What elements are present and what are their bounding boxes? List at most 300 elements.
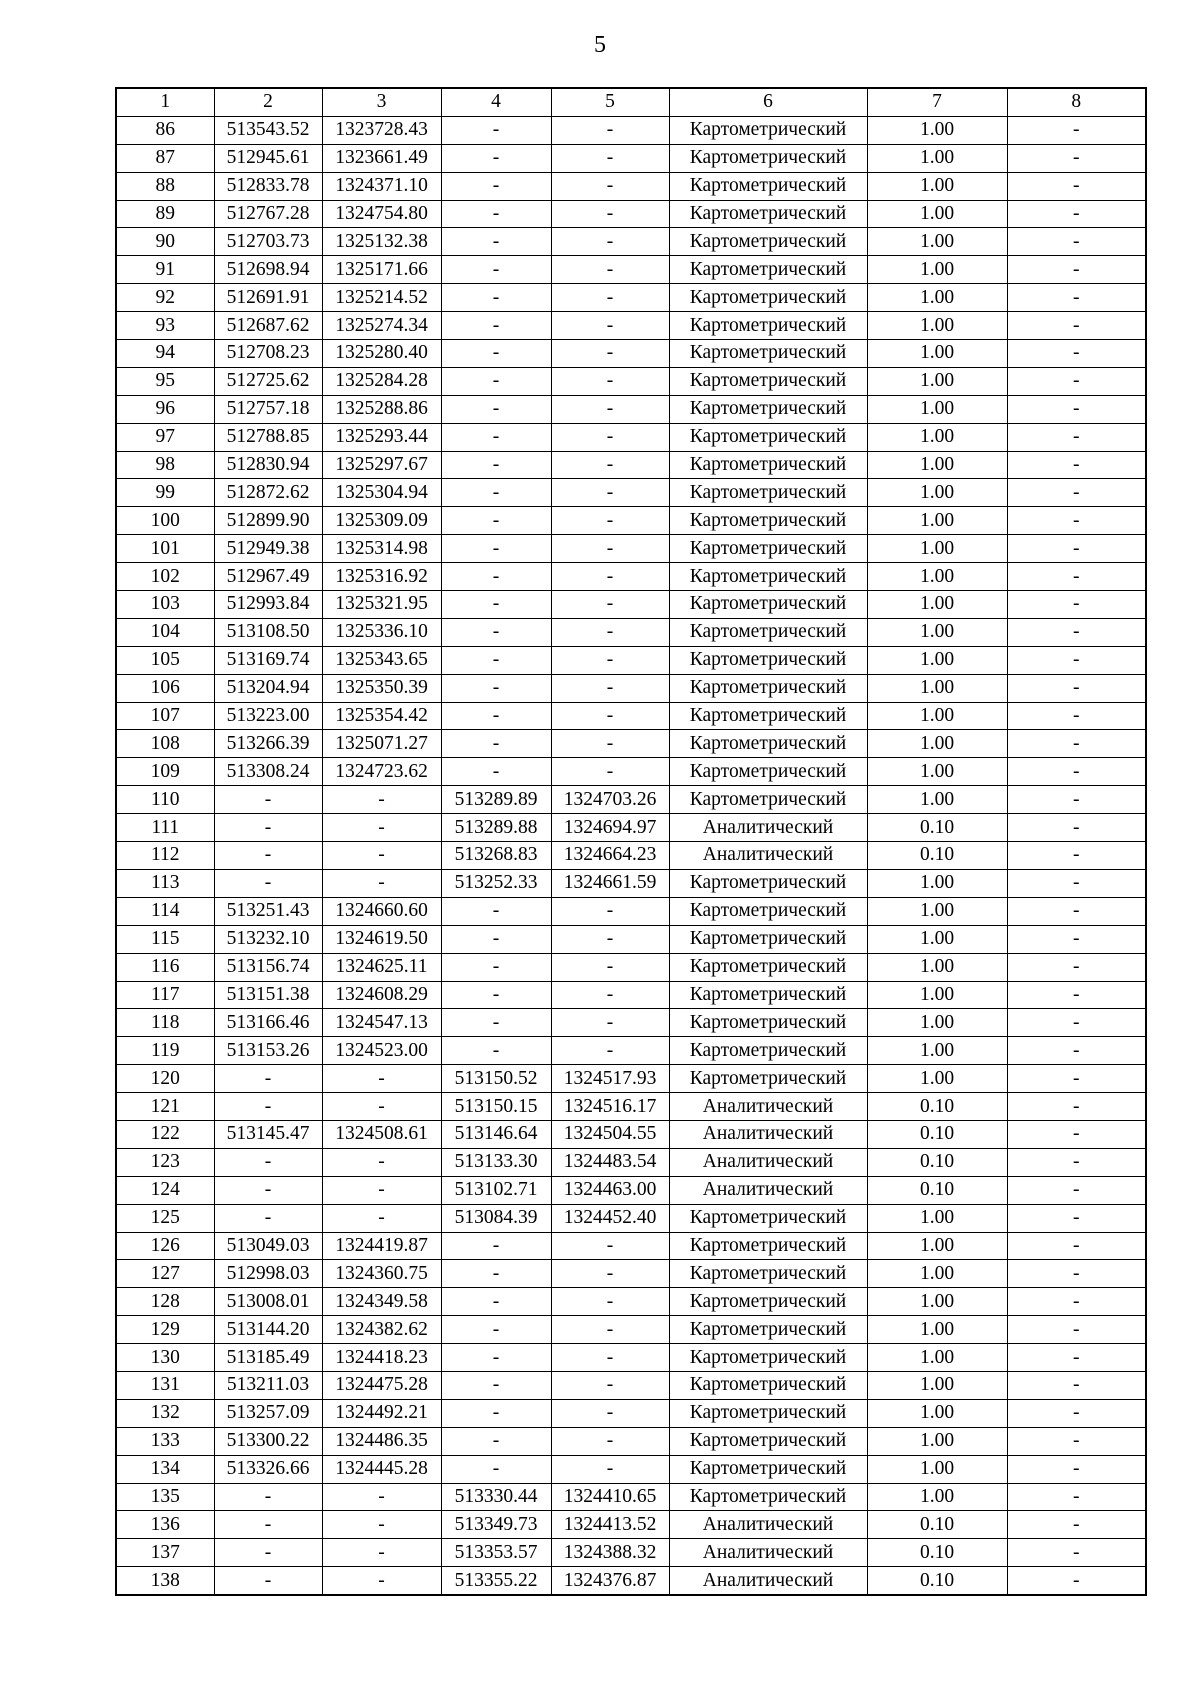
- cell-x-coordinate-new: -: [441, 284, 551, 312]
- cell-y-coordinate-new: -: [551, 925, 669, 953]
- cell-x-coordinate-new: -: [441, 1232, 551, 1260]
- table-row: [116, 395, 1146, 423]
- table-row: [116, 256, 1146, 284]
- cell-point-number: 96: [116, 395, 214, 423]
- cell-y-coordinate: -: [322, 814, 441, 842]
- table-row: [116, 144, 1146, 172]
- cell-y-coordinate-new: -: [551, 423, 669, 451]
- cell-notes: -: [1007, 1260, 1146, 1288]
- cell-accuracy: 1.00: [867, 172, 1007, 200]
- cell-point-number: 137: [116, 1539, 214, 1567]
- cell-method: Картометрический: [669, 423, 867, 451]
- table-row: [116, 340, 1146, 368]
- cell-method: Картометрический: [669, 200, 867, 228]
- cell-x-coordinate-new: 513330.44: [441, 1483, 551, 1511]
- cell-point-number: 132: [116, 1399, 214, 1427]
- cell-accuracy: 1.00: [867, 925, 1007, 953]
- cell-accuracy: 0.10: [867, 1567, 1007, 1595]
- cell-x-coordinate-new: -: [441, 423, 551, 451]
- cell-point-number: 104: [116, 618, 214, 646]
- cell-notes: -: [1007, 423, 1146, 451]
- cell-y-coordinate: 1325071.27: [322, 730, 441, 758]
- page-number: 5: [594, 32, 606, 58]
- cell-accuracy: 1.00: [867, 591, 1007, 619]
- cell-notes: -: [1007, 1483, 1146, 1511]
- cell-notes: -: [1007, 1344, 1146, 1372]
- cell-notes: -: [1007, 953, 1146, 981]
- column-header: 3: [322, 88, 441, 116]
- cell-y-coordinate-new: -: [551, 1455, 669, 1483]
- cell-method: Картометрический: [669, 981, 867, 1009]
- cell-notes: -: [1007, 1539, 1146, 1567]
- cell-accuracy: 1.00: [867, 535, 1007, 563]
- cell-x-coordinate: 512945.61: [214, 144, 322, 172]
- cell-x-coordinate: 513204.94: [214, 674, 322, 702]
- cell-method: Картометрический: [669, 116, 867, 144]
- cell-notes: -: [1007, 1427, 1146, 1455]
- cell-method: Картометрический: [669, 925, 867, 953]
- cell-x-coordinate: 512872.62: [214, 479, 322, 507]
- cell-y-coordinate: 1323728.43: [322, 116, 441, 144]
- cell-method: Картометрический: [669, 1371, 867, 1399]
- cell-y-coordinate-new: -: [551, 172, 669, 200]
- cell-x-coordinate-new: -: [441, 897, 551, 925]
- cell-y-coordinate-new: -: [551, 618, 669, 646]
- cell-method: Картометрический: [669, 1204, 867, 1232]
- cell-method: Картометрический: [669, 1232, 867, 1260]
- cell-point-number: 115: [116, 925, 214, 953]
- cell-point-number: 108: [116, 730, 214, 758]
- cell-method: Картометрический: [669, 786, 867, 814]
- cell-notes: -: [1007, 842, 1146, 870]
- cell-x-coordinate: -: [214, 1065, 322, 1093]
- table-row: [116, 953, 1146, 981]
- table-row: [116, 730, 1146, 758]
- cell-x-coordinate-new: -: [441, 507, 551, 535]
- cell-notes: -: [1007, 144, 1146, 172]
- cell-notes: -: [1007, 869, 1146, 897]
- cell-x-coordinate: 513223.00: [214, 702, 322, 730]
- cell-y-coordinate-new: -: [551, 646, 669, 674]
- cell-point-number: 106: [116, 674, 214, 702]
- cell-y-coordinate: 1325132.38: [322, 228, 441, 256]
- cell-x-coordinate-new: -: [441, 981, 551, 1009]
- cell-accuracy: 1.00: [867, 1455, 1007, 1483]
- cell-y-coordinate: 1325171.66: [322, 256, 441, 284]
- cell-y-coordinate-new: -: [551, 1288, 669, 1316]
- cell-x-coordinate: 512830.94: [214, 451, 322, 479]
- cell-x-coordinate: 513185.49: [214, 1344, 322, 1372]
- cell-point-number: 113: [116, 869, 214, 897]
- cell-y-coordinate: -: [322, 1539, 441, 1567]
- cell-notes: -: [1007, 1065, 1146, 1093]
- cell-y-coordinate-new: 1324376.87: [551, 1567, 669, 1595]
- cell-y-coordinate: 1324547.13: [322, 1009, 441, 1037]
- cell-x-coordinate-new: -: [441, 1037, 551, 1065]
- cell-point-number: 138: [116, 1567, 214, 1595]
- cell-method: Картометрический: [669, 395, 867, 423]
- cell-y-coordinate-new: -: [551, 591, 669, 619]
- table-row: [116, 1204, 1146, 1232]
- table-row: [116, 228, 1146, 256]
- table-row: [116, 814, 1146, 842]
- cell-x-coordinate: 512998.03: [214, 1260, 322, 1288]
- cell-method: Картометрический: [669, 479, 867, 507]
- cell-y-coordinate-new: -: [551, 312, 669, 340]
- cell-y-coordinate: 1324445.28: [322, 1455, 441, 1483]
- table-row: [116, 618, 1146, 646]
- cell-x-coordinate-new: -: [441, 395, 551, 423]
- cell-accuracy: 1.00: [867, 1288, 1007, 1316]
- cell-point-number: 98: [116, 451, 214, 479]
- cell-x-coordinate: 513151.38: [214, 981, 322, 1009]
- cell-accuracy: 1.00: [867, 1037, 1007, 1065]
- coordinates-table: [115, 87, 1147, 1596]
- cell-y-coordinate-new: -: [551, 1037, 669, 1065]
- cell-x-coordinate: 512767.28: [214, 200, 322, 228]
- cell-method: Картометрический: [669, 507, 867, 535]
- cell-y-coordinate-new: 1324516.17: [551, 1093, 669, 1121]
- cell-x-coordinate: 512993.84: [214, 591, 322, 619]
- cell-y-coordinate: 1325280.40: [322, 340, 441, 368]
- cell-method: Аналитический: [669, 1511, 867, 1539]
- cell-method: Картометрический: [669, 284, 867, 312]
- cell-notes: -: [1007, 228, 1146, 256]
- cell-y-coordinate-new: 1324413.52: [551, 1511, 669, 1539]
- cell-x-coordinate: 513232.10: [214, 925, 322, 953]
- table-row: [116, 1567, 1146, 1595]
- cell-notes: -: [1007, 312, 1146, 340]
- cell-x-coordinate: 513266.39: [214, 730, 322, 758]
- cell-method: Картометрический: [669, 367, 867, 395]
- cell-method: Картометрический: [669, 730, 867, 758]
- column-header: 4: [441, 88, 551, 116]
- cell-y-coordinate-new: 1324694.97: [551, 814, 669, 842]
- cell-method: Картометрический: [669, 1483, 867, 1511]
- table-row: [116, 1316, 1146, 1344]
- cell-x-coordinate-new: -: [441, 674, 551, 702]
- cell-accuracy: 1.00: [867, 618, 1007, 646]
- table-row: [116, 1399, 1146, 1427]
- cell-x-coordinate: 513144.20: [214, 1316, 322, 1344]
- cell-accuracy: 1.00: [867, 1399, 1007, 1427]
- cell-y-coordinate: 1325284.28: [322, 367, 441, 395]
- cell-y-coordinate-new: 1324410.65: [551, 1483, 669, 1511]
- cell-point-number: 130: [116, 1344, 214, 1372]
- table-row: [116, 1483, 1146, 1511]
- cell-accuracy: 1.00: [867, 451, 1007, 479]
- cell-y-coordinate-new: -: [551, 1427, 669, 1455]
- cell-x-coordinate-new: -: [441, 1371, 551, 1399]
- cell-accuracy: 1.00: [867, 674, 1007, 702]
- cell-notes: -: [1007, 1009, 1146, 1037]
- table-row: [116, 423, 1146, 451]
- cell-y-coordinate: -: [322, 1483, 441, 1511]
- column-header: 8: [1007, 88, 1146, 116]
- cell-x-coordinate-new: -: [441, 591, 551, 619]
- cell-point-number: 105: [116, 646, 214, 674]
- cell-method: Картометрический: [669, 535, 867, 563]
- cell-notes: -: [1007, 284, 1146, 312]
- table-row: [116, 842, 1146, 870]
- cell-point-number: 107: [116, 702, 214, 730]
- cell-x-coordinate-new: -: [441, 172, 551, 200]
- cell-x-coordinate-new: -: [441, 312, 551, 340]
- cell-x-coordinate: 513257.09: [214, 1399, 322, 1427]
- cell-method: Аналитический: [669, 1120, 867, 1148]
- cell-method: Картометрический: [669, 1455, 867, 1483]
- cell-x-coordinate: 513008.01: [214, 1288, 322, 1316]
- table-row: [116, 786, 1146, 814]
- cell-notes: -: [1007, 674, 1146, 702]
- cell-x-coordinate-new: -: [441, 367, 551, 395]
- cell-y-coordinate-new: 1324483.54: [551, 1148, 669, 1176]
- cell-x-coordinate: -: [214, 1539, 322, 1567]
- cell-x-coordinate: -: [214, 1204, 322, 1232]
- cell-point-number: 128: [116, 1288, 214, 1316]
- cell-x-coordinate-new: -: [441, 1316, 551, 1344]
- cell-accuracy: 0.10: [867, 1148, 1007, 1176]
- cell-y-coordinate: 1323661.49: [322, 144, 441, 172]
- cell-notes: -: [1007, 1232, 1146, 1260]
- table-row: [116, 981, 1146, 1009]
- column-header: 5: [551, 88, 669, 116]
- cell-x-coordinate: 512687.62: [214, 312, 322, 340]
- cell-method: Картометрический: [669, 1065, 867, 1093]
- table-header-row: [116, 88, 1146, 116]
- cell-method: Картометрический: [669, 1260, 867, 1288]
- cell-x-coordinate-new: -: [441, 1260, 551, 1288]
- cell-y-coordinate: 1324492.21: [322, 1399, 441, 1427]
- cell-y-coordinate: -: [322, 786, 441, 814]
- cell-point-number: 121: [116, 1093, 214, 1121]
- table-row: [116, 1093, 1146, 1121]
- cell-accuracy: 1.00: [867, 1204, 1007, 1232]
- cell-y-coordinate: 1324349.58: [322, 1288, 441, 1316]
- cell-point-number: 93: [116, 312, 214, 340]
- cell-accuracy: 0.10: [867, 1511, 1007, 1539]
- cell-accuracy: 1.00: [867, 1260, 1007, 1288]
- cell-y-coordinate: 1324619.50: [322, 925, 441, 953]
- table-row: [116, 1511, 1146, 1539]
- cell-point-number: 109: [116, 758, 214, 786]
- cell-y-coordinate-new: -: [551, 116, 669, 144]
- cell-accuracy: 1.00: [867, 144, 1007, 172]
- cell-y-coordinate-new: -: [551, 1009, 669, 1037]
- cell-method: Картометрический: [669, 646, 867, 674]
- cell-x-coordinate: 512788.85: [214, 423, 322, 451]
- cell-method: Картометрический: [669, 228, 867, 256]
- cell-notes: -: [1007, 758, 1146, 786]
- cell-notes: -: [1007, 925, 1146, 953]
- cell-y-coordinate-new: 1324388.32: [551, 1539, 669, 1567]
- cell-y-coordinate: -: [322, 1148, 441, 1176]
- cell-point-number: 95: [116, 367, 214, 395]
- table-row: [116, 925, 1146, 953]
- cell-notes: -: [1007, 395, 1146, 423]
- cell-notes: -: [1007, 1037, 1146, 1065]
- cell-point-number: 136: [116, 1511, 214, 1539]
- cell-method: Картометрический: [669, 312, 867, 340]
- table-body: [116, 116, 1146, 1595]
- cell-y-coordinate-new: 1324517.93: [551, 1065, 669, 1093]
- cell-y-coordinate: 1325309.09: [322, 507, 441, 535]
- cell-point-number: 134: [116, 1455, 214, 1483]
- cell-method: Картометрический: [669, 618, 867, 646]
- cell-x-coordinate-new: -: [441, 758, 551, 786]
- cell-method: Аналитический: [669, 814, 867, 842]
- cell-y-coordinate: 1325297.67: [322, 451, 441, 479]
- cell-accuracy: 1.00: [867, 423, 1007, 451]
- cell-method: Картометрический: [669, 144, 867, 172]
- cell-notes: -: [1007, 897, 1146, 925]
- cell-y-coordinate-new: -: [551, 1399, 669, 1427]
- cell-y-coordinate: 1324486.35: [322, 1427, 441, 1455]
- cell-notes: -: [1007, 786, 1146, 814]
- cell-method: Аналитический: [669, 1093, 867, 1121]
- cell-notes: -: [1007, 1371, 1146, 1399]
- cell-y-coordinate: 1325274.34: [322, 312, 441, 340]
- cell-y-coordinate: 1325321.95: [322, 591, 441, 619]
- cell-accuracy: 1.00: [867, 758, 1007, 786]
- cell-accuracy: 0.10: [867, 1176, 1007, 1204]
- cell-point-number: 114: [116, 897, 214, 925]
- cell-x-coordinate: 512703.73: [214, 228, 322, 256]
- cell-method: Картометрический: [669, 256, 867, 284]
- cell-y-coordinate-new: -: [551, 395, 669, 423]
- cell-x-coordinate: 513049.03: [214, 1232, 322, 1260]
- cell-point-number: 88: [116, 172, 214, 200]
- cell-method: Картометрический: [669, 758, 867, 786]
- cell-method: Картометрический: [669, 869, 867, 897]
- cell-y-coordinate-new: 1324661.59: [551, 869, 669, 897]
- cell-method: Аналитический: [669, 842, 867, 870]
- table-row: [116, 1260, 1146, 1288]
- cell-notes: -: [1007, 340, 1146, 368]
- table-row: [116, 507, 1146, 535]
- cell-notes: -: [1007, 1288, 1146, 1316]
- cell-x-coordinate-new: -: [441, 200, 551, 228]
- cell-y-coordinate: -: [322, 1065, 441, 1093]
- cell-x-coordinate-new: -: [441, 1344, 551, 1372]
- cell-y-coordinate-new: -: [551, 340, 669, 368]
- cell-method: Аналитический: [669, 1539, 867, 1567]
- cell-method: Картометрический: [669, 1399, 867, 1427]
- table-row: [116, 479, 1146, 507]
- table-row: [116, 1009, 1146, 1037]
- cell-notes: -: [1007, 563, 1146, 591]
- cell-method: Аналитический: [669, 1567, 867, 1595]
- cell-point-number: 123: [116, 1148, 214, 1176]
- cell-accuracy: 1.00: [867, 646, 1007, 674]
- cell-point-number: 101: [116, 535, 214, 563]
- cell-accuracy: 1.00: [867, 116, 1007, 144]
- table-row: [116, 200, 1146, 228]
- cell-x-coordinate: 513300.22: [214, 1427, 322, 1455]
- cell-y-coordinate: 1325288.86: [322, 395, 441, 423]
- cell-accuracy: 1.00: [867, 786, 1007, 814]
- cell-point-number: 131: [116, 1371, 214, 1399]
- cell-y-coordinate-new: -: [551, 200, 669, 228]
- cell-y-coordinate-new: -: [551, 981, 669, 1009]
- cell-x-coordinate-new: 513133.30: [441, 1148, 551, 1176]
- cell-notes: -: [1007, 702, 1146, 730]
- column-header: 2: [214, 88, 322, 116]
- cell-notes: -: [1007, 814, 1146, 842]
- cell-notes: -: [1007, 646, 1146, 674]
- cell-y-coordinate: 1324508.61: [322, 1120, 441, 1148]
- cell-y-coordinate-new: -: [551, 479, 669, 507]
- cell-accuracy: 1.00: [867, 563, 1007, 591]
- cell-y-coordinate: 1324608.29: [322, 981, 441, 1009]
- table-row: [116, 869, 1146, 897]
- cell-point-number: 125: [116, 1204, 214, 1232]
- cell-accuracy: 0.10: [867, 1093, 1007, 1121]
- cell-x-coordinate-new: -: [441, 535, 551, 563]
- cell-notes: -: [1007, 116, 1146, 144]
- column-header: 6: [669, 88, 867, 116]
- cell-y-coordinate: 1325354.42: [322, 702, 441, 730]
- cell-point-number: 120: [116, 1065, 214, 1093]
- cell-y-coordinate-new: -: [551, 758, 669, 786]
- cell-point-number: 87: [116, 144, 214, 172]
- table-row: [116, 1037, 1146, 1065]
- cell-point-number: 100: [116, 507, 214, 535]
- cell-notes: -: [1007, 1120, 1146, 1148]
- cell-x-coordinate-new: 513084.39: [441, 1204, 551, 1232]
- table-row: [116, 116, 1146, 144]
- cell-x-coordinate-new: -: [441, 1399, 551, 1427]
- cell-y-coordinate-new: 1324452.40: [551, 1204, 669, 1232]
- cell-point-number: 102: [116, 563, 214, 591]
- cell-notes: -: [1007, 507, 1146, 535]
- cell-method: Картометрический: [669, 591, 867, 619]
- cell-accuracy: 1.00: [867, 200, 1007, 228]
- cell-method: Аналитический: [669, 1176, 867, 1204]
- cell-method: Картометрический: [669, 1288, 867, 1316]
- cell-y-coordinate: 1324723.62: [322, 758, 441, 786]
- cell-notes: -: [1007, 1511, 1146, 1539]
- cell-point-number: 124: [116, 1176, 214, 1204]
- cell-point-number: 119: [116, 1037, 214, 1065]
- cell-point-number: 111: [116, 814, 214, 842]
- cell-y-coordinate: -: [322, 1511, 441, 1539]
- cell-accuracy: 1.00: [867, 256, 1007, 284]
- cell-x-coordinate: 512708.23: [214, 340, 322, 368]
- cell-y-coordinate: 1325336.10: [322, 618, 441, 646]
- cell-y-coordinate-new: -: [551, 702, 669, 730]
- cell-y-coordinate-new: 1324504.55: [551, 1120, 669, 1148]
- table-row: [116, 535, 1146, 563]
- cell-notes: -: [1007, 618, 1146, 646]
- cell-y-coordinate-new: -: [551, 674, 669, 702]
- cell-y-coordinate-new: 1324664.23: [551, 842, 669, 870]
- table-row: [116, 591, 1146, 619]
- cell-y-coordinate: 1324660.60: [322, 897, 441, 925]
- cell-x-coordinate: 513308.24: [214, 758, 322, 786]
- cell-x-coordinate: 513156.74: [214, 953, 322, 981]
- column-header: 7: [867, 88, 1007, 116]
- cell-x-coordinate-new: -: [441, 1009, 551, 1037]
- table-row: [116, 674, 1146, 702]
- cell-notes: -: [1007, 1093, 1146, 1121]
- cell-y-coordinate-new: -: [551, 535, 669, 563]
- cell-point-number: 91: [116, 256, 214, 284]
- table-row: [116, 1344, 1146, 1372]
- cell-notes: -: [1007, 730, 1146, 758]
- cell-method: Картометрический: [669, 1009, 867, 1037]
- cell-accuracy: 1.00: [867, 869, 1007, 897]
